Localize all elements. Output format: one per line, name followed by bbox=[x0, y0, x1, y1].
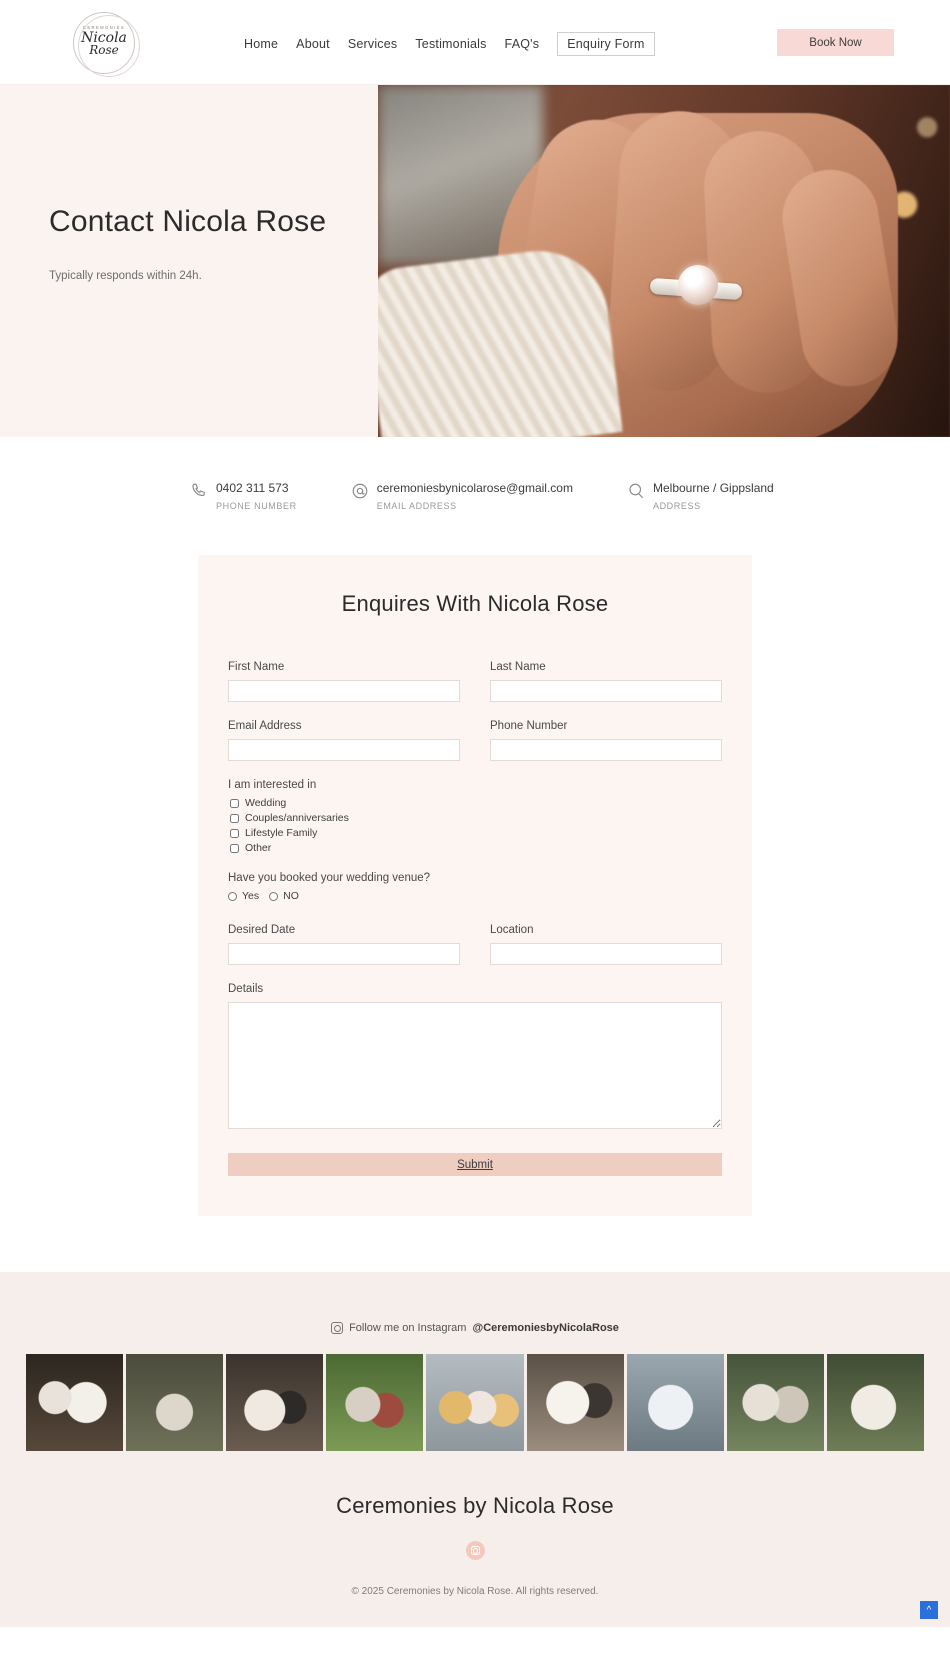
logo-script-line2: Rose bbox=[89, 42, 119, 57]
gallery-item[interactable] bbox=[326, 1354, 423, 1451]
interest-option-lifestyle-family[interactable] bbox=[228, 827, 722, 839]
site-footer bbox=[0, 1272, 950, 1627]
interest-label-couples: Couples/anniversaries bbox=[245, 812, 349, 824]
site-header bbox=[0, 0, 950, 85]
contact-item-email[interactable] bbox=[351, 481, 573, 510]
footer-instagram-link[interactable] bbox=[466, 1541, 485, 1560]
email-address-label: Email Address bbox=[228, 720, 302, 732]
form-row-date-location bbox=[228, 924, 722, 965]
page-title: Contact Nicola Rose bbox=[49, 205, 327, 238]
nav-item-home[interactable]: Home bbox=[244, 37, 279, 51]
interest-label-lifestyle-family: Lifestyle Family bbox=[245, 827, 318, 839]
last-name-input[interactable] bbox=[490, 680, 722, 702]
main-nav bbox=[244, 32, 655, 56]
contact-email-value: ceremoniesbynicolarose@gmail.com bbox=[376, 481, 573, 496]
form-group-last-name bbox=[490, 661, 722, 702]
venue-radio-no[interactable] bbox=[269, 892, 278, 901]
venue-option-yes[interactable] bbox=[228, 890, 259, 902]
nav-item-services[interactable]: Services bbox=[347, 37, 398, 51]
desired-date-input[interactable] bbox=[228, 943, 460, 965]
contact-address-label: ADDRESS bbox=[652, 500, 701, 511]
instagram-icon bbox=[471, 1546, 480, 1555]
venue-option-no[interactable] bbox=[269, 890, 299, 902]
contact-item-address[interactable] bbox=[627, 481, 774, 510]
gallery-item[interactable] bbox=[727, 1354, 824, 1451]
hero-image-ring-stone bbox=[678, 265, 718, 305]
nav-item-faqs[interactable]: FAQ's bbox=[504, 37, 540, 51]
book-now-button[interactable]: Book Now bbox=[777, 29, 894, 56]
location-label: Location bbox=[490, 924, 534, 936]
instagram-icon bbox=[331, 1322, 343, 1334]
location-icon bbox=[627, 482, 645, 500]
interest-checkbox-wedding[interactable] bbox=[230, 799, 239, 808]
gallery-item[interactable] bbox=[126, 1354, 223, 1451]
nav-item-about[interactable]: About bbox=[296, 37, 330, 51]
venue-label-no: NO bbox=[283, 890, 299, 902]
interest-option-couples[interactable] bbox=[228, 812, 722, 824]
interest-option-other[interactable] bbox=[228, 842, 722, 854]
footer-brand-title: Ceremonies by Nicola Rose bbox=[336, 1493, 614, 1518]
gallery-item[interactable] bbox=[26, 1354, 123, 1451]
contact-phone-value: 0402 311 573 bbox=[216, 481, 289, 496]
phone-number-input[interactable] bbox=[490, 739, 722, 761]
form-row-contact bbox=[228, 720, 722, 761]
form-group-first-name bbox=[228, 661, 460, 702]
form-group-location bbox=[490, 924, 722, 965]
logo-script-line1: Nicola bbox=[81, 30, 127, 46]
instagram-handle[interactable]: @CeremoniesbyNicolaRose bbox=[472, 1322, 619, 1334]
submit-button[interactable]: Submit bbox=[228, 1153, 722, 1176]
venue-radio-yes[interactable] bbox=[228, 892, 237, 901]
section-spacer bbox=[0, 1216, 950, 1272]
first-name-label: First Name bbox=[228, 661, 285, 673]
venue-radio-group bbox=[228, 890, 722, 902]
gallery-item[interactable] bbox=[827, 1354, 924, 1451]
location-input[interactable] bbox=[490, 943, 722, 965]
email-icon bbox=[351, 482, 369, 500]
gallery-item[interactable] bbox=[226, 1354, 323, 1451]
contact-phone-label: PHONE NUMBER bbox=[216, 500, 297, 511]
venue-group-label: Have you booked your wedding venue? bbox=[228, 872, 431, 884]
interest-label-other: Other bbox=[245, 842, 272, 854]
enquiry-form-card bbox=[198, 555, 752, 1216]
form-group-desired-date bbox=[228, 924, 460, 965]
email-address-input[interactable] bbox=[228, 739, 460, 761]
phone-icon bbox=[190, 482, 208, 500]
gallery-item[interactable] bbox=[627, 1354, 724, 1451]
interest-checkbox-other[interactable] bbox=[230, 844, 239, 853]
venue-label-yes: Yes bbox=[242, 890, 260, 902]
hero-image-knit-blanket bbox=[378, 243, 623, 437]
form-group-email bbox=[228, 720, 460, 761]
contact-email-label: EMAIL ADDRESS bbox=[376, 500, 457, 511]
contact-details-strip bbox=[0, 437, 950, 555]
logo-top-text: CEREMONIES bbox=[82, 25, 126, 30]
instagram-gallery bbox=[0, 1354, 950, 1451]
last-name-label: Last Name bbox=[490, 661, 546, 673]
logo-script-text bbox=[70, 31, 138, 56]
contact-item-phone[interactable] bbox=[190, 481, 297, 510]
instagram-follow-text: Follow me on Instagram bbox=[349, 1322, 467, 1334]
hero-text-block bbox=[0, 85, 378, 437]
interest-group-label: I am interested in bbox=[228, 779, 317, 791]
hero-subtitle: Typically responds within 24h. bbox=[49, 270, 202, 283]
nav-item-enquiry-form[interactable]: Enquiry Form bbox=[557, 32, 654, 56]
footer-copyright: © 2025 Ceremonies by Nicola Rose. All rights reserved. bbox=[351, 1586, 599, 1597]
site-logo[interactable] bbox=[70, 9, 138, 77]
interest-checkbox-couples[interactable] bbox=[230, 814, 239, 823]
gallery-item[interactable] bbox=[426, 1354, 523, 1451]
nav-item-testimonials[interactable]: Testimonials bbox=[415, 37, 487, 51]
contact-address-value: Melbourne / Gippsland bbox=[652, 481, 774, 496]
interest-checkbox-lifestyle-family[interactable] bbox=[230, 829, 239, 838]
details-label: Details bbox=[228, 983, 264, 995]
hero-section bbox=[0, 85, 950, 437]
form-title: Enquires With Nicola Rose bbox=[341, 591, 609, 616]
instagram-follow-line[interactable] bbox=[0, 1322, 950, 1334]
scroll-to-top-button[interactable]: ^ bbox=[920, 1601, 938, 1619]
interest-option-wedding[interactable] bbox=[228, 797, 722, 809]
hero-image-engagement-ring bbox=[378, 85, 950, 437]
interest-label-wedding: Wedding bbox=[245, 797, 287, 809]
gallery-item[interactable] bbox=[527, 1354, 624, 1451]
form-group-phone bbox=[490, 720, 722, 761]
phone-number-label: Phone Number bbox=[490, 720, 568, 732]
details-textarea[interactable] bbox=[228, 1002, 722, 1129]
desired-date-label: Desired Date bbox=[228, 924, 296, 936]
form-row-names bbox=[228, 661, 722, 702]
first-name-input[interactable] bbox=[228, 680, 460, 702]
